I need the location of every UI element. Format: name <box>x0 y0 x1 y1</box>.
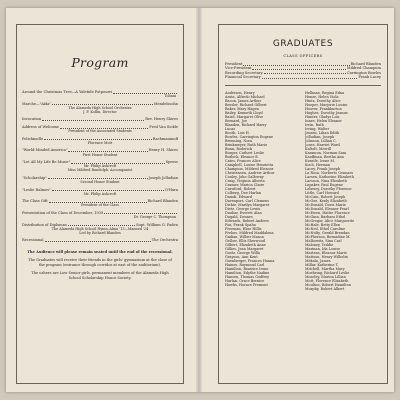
graduate-name: McPherson, Bernadine M. <box>305 235 351 240</box>
graduate-name: Moseley, Marion Lillian <box>305 275 346 280</box>
program-item-performer: Fred Van Sickle <box>149 125 178 130</box>
graduates-page <box>218 24 388 384</box>
graduate-name: Hamilton, Edythe Nadine <box>225 271 270 276</box>
graduate-name: Booth, Lois H. <box>225 130 250 135</box>
leader-dots <box>45 241 151 242</box>
graduate-name: Gilbert, Elizabeth Anne <box>225 243 266 248</box>
program-item-title: "Scholarship" <box>22 175 47 180</box>
graduate-names-column-right <box>305 91 381 292</box>
program-item-title: Address of Welcome <box>22 125 59 130</box>
leader-dots <box>68 151 147 152</box>
graduate-name: Martens, Eleanor Marie <box>305 251 347 256</box>
graduate-name: Harlan, Grace Bernice <box>225 279 265 284</box>
leader-dots <box>264 73 346 74</box>
program-item-performer: Spross <box>165 160 178 165</box>
graduate-name: Gadian, Wilber Mason <box>225 235 264 240</box>
graduate-name: Hoeper, Marjorie Louise <box>305 102 348 107</box>
graduate-name: Colberg, Dee Harlan <box>225 191 262 196</box>
graduate-name: Mott, Florence Elizabeth <box>305 279 349 284</box>
program-item-subtitle: First Honor Student <box>82 152 118 157</box>
graduate-name: Champion, Mildred Eleanor <box>225 166 274 171</box>
graduate-name: Baird, Margaret Olive <box>225 114 264 119</box>
graduate-name: Moulton, Robert Hamilton <box>305 283 351 288</box>
program-item-credit: Dr. George C. Thompson <box>133 215 176 220</box>
graduate-names-column-left <box>225 91 301 292</box>
leader-dots <box>262 78 358 79</box>
officer-name: Richard Blanden <box>350 62 381 66</box>
program-item-subtitle: Florence Mott <box>87 141 113 146</box>
program-item-performer: Joseph Jolludian <box>148 175 178 180</box>
program-item-subtitle: The Alameda High School Hymn–Alma '13—Manned '24 <box>51 226 149 231</box>
officer-role: President <box>225 62 243 66</box>
graduate-name: Conley, John Galloway <box>225 174 264 179</box>
graduate-name: Brinkmeyer, Ruth Marie <box>225 142 268 147</box>
graduate-name: Hunter, Gladys Lois <box>305 114 340 119</box>
program-item-row <box>22 238 178 242</box>
program-item <box>22 188 178 196</box>
graduate-name: Larsen, Katherine Elizabeth <box>305 174 354 179</box>
program-item-subtitle: Mr. Philip Ashcroft <box>83 191 117 196</box>
graduate-name: Bernard, Joe <box>225 118 247 123</box>
graduate-name: Burger, Cuthert Leslie <box>225 150 264 155</box>
graduate-name: Dugald, Dennes <box>225 215 253 220</box>
officer-role: Vice-President <box>225 66 252 71</box>
graduate-name: Baker, Mary Hagen <box>225 106 259 111</box>
graduate-name: Arata, Alfredo Michael <box>225 94 265 99</box>
graduate-name: Bailey, Kenneth Lloyd <box>225 110 263 115</box>
graduate-name: McGregor, Alice Marguerite <box>305 219 355 224</box>
program-item-title: Invocation <box>22 117 42 122</box>
program-item-subtitle: The Alameda High School Orchestra <box>68 105 132 110</box>
program-item-performer: Rev. Henry Shires <box>145 117 178 122</box>
graduate-name: Lucas <box>225 126 236 131</box>
graduate-name: La Rosa, Norberto Gennaro <box>305 170 354 175</box>
program-list <box>17 90 183 243</box>
graduate-name: Haines, Raymond Carl <box>225 263 265 268</box>
graduate-name: Grayson, Ann Kent <box>225 255 258 260</box>
leader-dots <box>42 120 144 121</box>
program-item <box>22 102 178 114</box>
program-item <box>22 223 178 235</box>
graduate-name: McNeil, Ethel Caroline <box>305 227 346 232</box>
graduate-name: Irving, Walter <box>305 126 330 131</box>
graduate-name: Goetz, George Willa <box>225 251 260 256</box>
graduate-name: Murphy, Robert Albert <box>305 287 345 292</box>
graduate-name: McHale, Betty Ellen <box>305 223 341 228</box>
graduate-name: Anderson, Henry <box>225 90 255 95</box>
program-item <box>22 238 178 242</box>
graduate-name: Kvastle, Irene M. <box>305 158 336 163</box>
program-item-title: The Class Gift <box>22 199 48 204</box>
graduate-name: Kauffman, Bertha Ann <box>305 154 344 159</box>
program-page <box>16 24 184 384</box>
graduate-name: Bowles, Carrington Eugene <box>225 134 274 139</box>
officer-role: Recording Secretary <box>225 70 263 75</box>
graduate-name: Bessler, Richard Gilbert <box>225 102 267 107</box>
program-item <box>22 148 178 156</box>
program-item-subtitle: President of the Associated Students <box>68 129 132 134</box>
program-item <box>22 125 178 133</box>
graduate-name: Hansen, Thomas Godfrey <box>225 275 270 280</box>
graduate-name: Lacey, Frank Joseph <box>305 166 341 171</box>
program-title: Program <box>71 55 129 70</box>
program-item-subtitle: Second Honor Student <box>80 180 120 185</box>
program-item <box>22 211 178 219</box>
graduate-name: Larsson, Nina Elizabeth <box>305 178 347 183</box>
graduate-name: Frehes, Mildred Maddalena <box>225 231 274 236</box>
graduate-name: McGee, Kenly Elizabeth <box>305 199 347 204</box>
graduate-name: Guenberger, Frances Hanna <box>225 259 275 264</box>
graduate-name: Gillies, Jean Margaret <box>225 247 264 252</box>
program-item-title: Presentation of the Class of December, 1939 <box>22 210 104 215</box>
program-item-subtitle: President of the Class <box>81 203 119 208</box>
graduate-name: Bacon, James Arthur <box>225 98 262 103</box>
program-item <box>22 90 178 98</box>
officer-name: Frank Lacey <box>358 75 381 80</box>
graduate-name: Koch, Herman <box>305 162 331 167</box>
graduate-name: Millar, Katherine T. <box>305 263 339 268</box>
program-item-title: Around the Christmas Tree—A Yuletide Potpourri <box>22 90 113 94</box>
graduate-name: Cramer, Marion Claire <box>225 182 265 187</box>
program-item-subtitle: Mr. Philip Ashcroft <box>83 164 117 169</box>
class-officers-heading: CLASS OFFICERS <box>283 54 323 58</box>
graduate-name: Moehring, Richard Leslie <box>305 271 350 276</box>
graduate-name: Brenning, Nora <box>225 138 253 143</box>
graduate-name: Damdi, Edward <box>225 195 253 200</box>
leader-dots <box>243 65 349 66</box>
officer-name: Mildred Champion <box>346 66 381 71</box>
program-item-credit: Tobani <box>164 94 176 99</box>
graduate-name: McGinn, Barbara Ethel <box>305 215 346 220</box>
graduate-name: Freeman, Elise Hillis <box>225 227 262 232</box>
graduate-name: Johnson, Lillian C. <box>305 138 337 143</box>
graduate-name: Hellman, Regina Edna <box>305 90 345 95</box>
graduate-name: McNulty, Gerald Brendan <box>305 231 350 236</box>
program-item-subtitle: Led by Richard Blanden <box>79 230 121 235</box>
graduate-name: Little, Carl Howard <box>305 191 339 196</box>
program-item-performer: Supt. William G. Paden <box>136 222 178 227</box>
class-officers-list <box>219 62 387 80</box>
graduate-name: Irvin, Ruth <box>305 122 324 127</box>
program-item-subtitle: J. F. Kollin, Director <box>83 109 117 114</box>
graduate-name: Cates, Frances Alice <box>225 158 261 163</box>
graduate-name: Campbell, Louise Henrietta <box>225 162 274 167</box>
program-item-title: "Let All My Life Be Music" <box>22 160 71 165</box>
graduate-name: Craig, Virginia Alberta <box>225 178 265 183</box>
graduate-name: McEwen, Hattie Florence <box>305 211 350 216</box>
program-item-title: Marche—"Aïda" <box>22 101 52 106</box>
graduate-name: McDonald, Doris Marie <box>305 203 346 208</box>
leader-dots <box>252 69 345 70</box>
graduate-name: Edwards, Robert Andrew <box>225 219 270 224</box>
program-item-performer: Richard Blanden <box>147 199 178 204</box>
graduate-name: Butlock, Eleanor E. <box>225 154 259 159</box>
graduate-name: Kaltoft, Merrill <box>305 146 332 151</box>
leader-dots <box>68 225 135 226</box>
graduate-name: Davenport, Carl Clemens <box>225 199 270 204</box>
program-item <box>22 160 178 172</box>
graduate-name: Christensen, Andrew Arthur <box>225 170 275 175</box>
leader-dots <box>52 190 164 191</box>
program-note: The Graduates will receive their friends in the girls' gymnasium at the close of the program (entrance through corridor at east of the auditorium). <box>28 258 172 267</box>
officer-role: Financial Secretary <box>225 75 261 80</box>
graduate-name: Hintz, Dorothy Alice <box>305 98 341 103</box>
program-item-performer: O'Hara <box>164 187 178 192</box>
divider <box>225 85 381 86</box>
program-item-title: Polichinelle <box>22 136 44 141</box>
center-fold <box>196 8 202 392</box>
graduate-name: Henze, Helen Viola <box>305 94 339 99</box>
graduate-name: Lepaker, Paul Eugene <box>305 182 343 187</box>
program-item <box>22 137 178 145</box>
graduate-name: Maloney, Teddie <box>305 243 334 248</box>
program-item-performer: Rachmaninoff <box>152 136 178 141</box>
program-note: The ushers are Low Senior girls, permanent members of the Alameda High School Scholarship Honor Society. <box>31 270 169 280</box>
program-item <box>22 176 178 184</box>
program-item-subtitle: Miss Mildred Randolph, Accompanist <box>67 168 133 173</box>
graduate-name: Dietz, George Lewis <box>225 207 261 212</box>
graduate-name: Malhowitz, Sina Carl <box>305 239 342 244</box>
graduate-name: Mattson, Henry Wilhelm <box>305 255 348 260</box>
program-item-title: Distribution of Diplomas <box>22 222 67 227</box>
program-item-performer: Henry H. Shires <box>148 148 178 153</box>
program-item-title: "Leslie Ralmes" <box>22 187 51 192</box>
graduate-name: Marinan, Ida Louise <box>305 247 341 252</box>
program-item-performer: The Orchestra <box>151 238 178 243</box>
officer-row <box>225 75 381 79</box>
graduate-name: Dunbar, Everett Alan <box>225 211 262 216</box>
graduate-name: McDonald, Eleanor Pearl <box>305 207 349 212</box>
program-note: The Audience will please remain seated until the end of the recessional. <box>27 249 173 254</box>
officer-name: Carrington Bowles <box>346 70 381 75</box>
graduate-name: Hughes, Dorothy Jeanne <box>305 110 348 115</box>
graduate-name: Hoover, Frankburton <box>305 106 342 111</box>
program-notes <box>17 246 183 280</box>
program-item-row <box>22 117 178 121</box>
graduate-name: Gellow, Ellis Sherwood <box>225 239 265 244</box>
graduate-name: Hawks, Horace Fremont <box>225 283 268 288</box>
graduate-name: Fox, Frank Spahn <box>225 223 256 228</box>
graduate-names <box>219 91 387 292</box>
graduate-name: Innes, Helen Eleanor <box>305 118 342 123</box>
graduate-name: Blanden, Richard Harry <box>225 122 267 127</box>
graduate-name: Dickie, Marilyn Margaret <box>225 203 270 208</box>
program-item-title: Recessional <box>22 238 44 243</box>
graduate-name: Jolludian, Joseph <box>305 134 335 139</box>
graduate-name: Hamilton, Beatrice Irene <box>225 267 269 272</box>
graduate-name: Lebesey, Dorothy Florence <box>305 187 352 191</box>
graduate-name: Karamon, Norman Sam <box>305 150 347 155</box>
graduate-name: Jensen, Lilian Edith <box>305 130 340 135</box>
graduate-name: Mitchell, Martha Mary <box>305 267 345 272</box>
program-item-title: "World-Minded America" <box>22 148 68 153</box>
program-item <box>22 117 178 121</box>
program-item-performer: Mendelssohn <box>153 101 178 106</box>
program-item <box>22 199 178 207</box>
graduate-name: Mekala, James <box>305 259 331 264</box>
graduate-name: Bunn, Roderick <box>225 146 252 151</box>
graduate-name: Crawford, Robert <box>225 187 256 191</box>
graduate-name: Jones, Harriet Ward <box>305 142 340 147</box>
graduate-name: McCain, Robert Joseph <box>305 195 346 200</box>
graduates-title: GRADUATES <box>272 39 334 49</box>
